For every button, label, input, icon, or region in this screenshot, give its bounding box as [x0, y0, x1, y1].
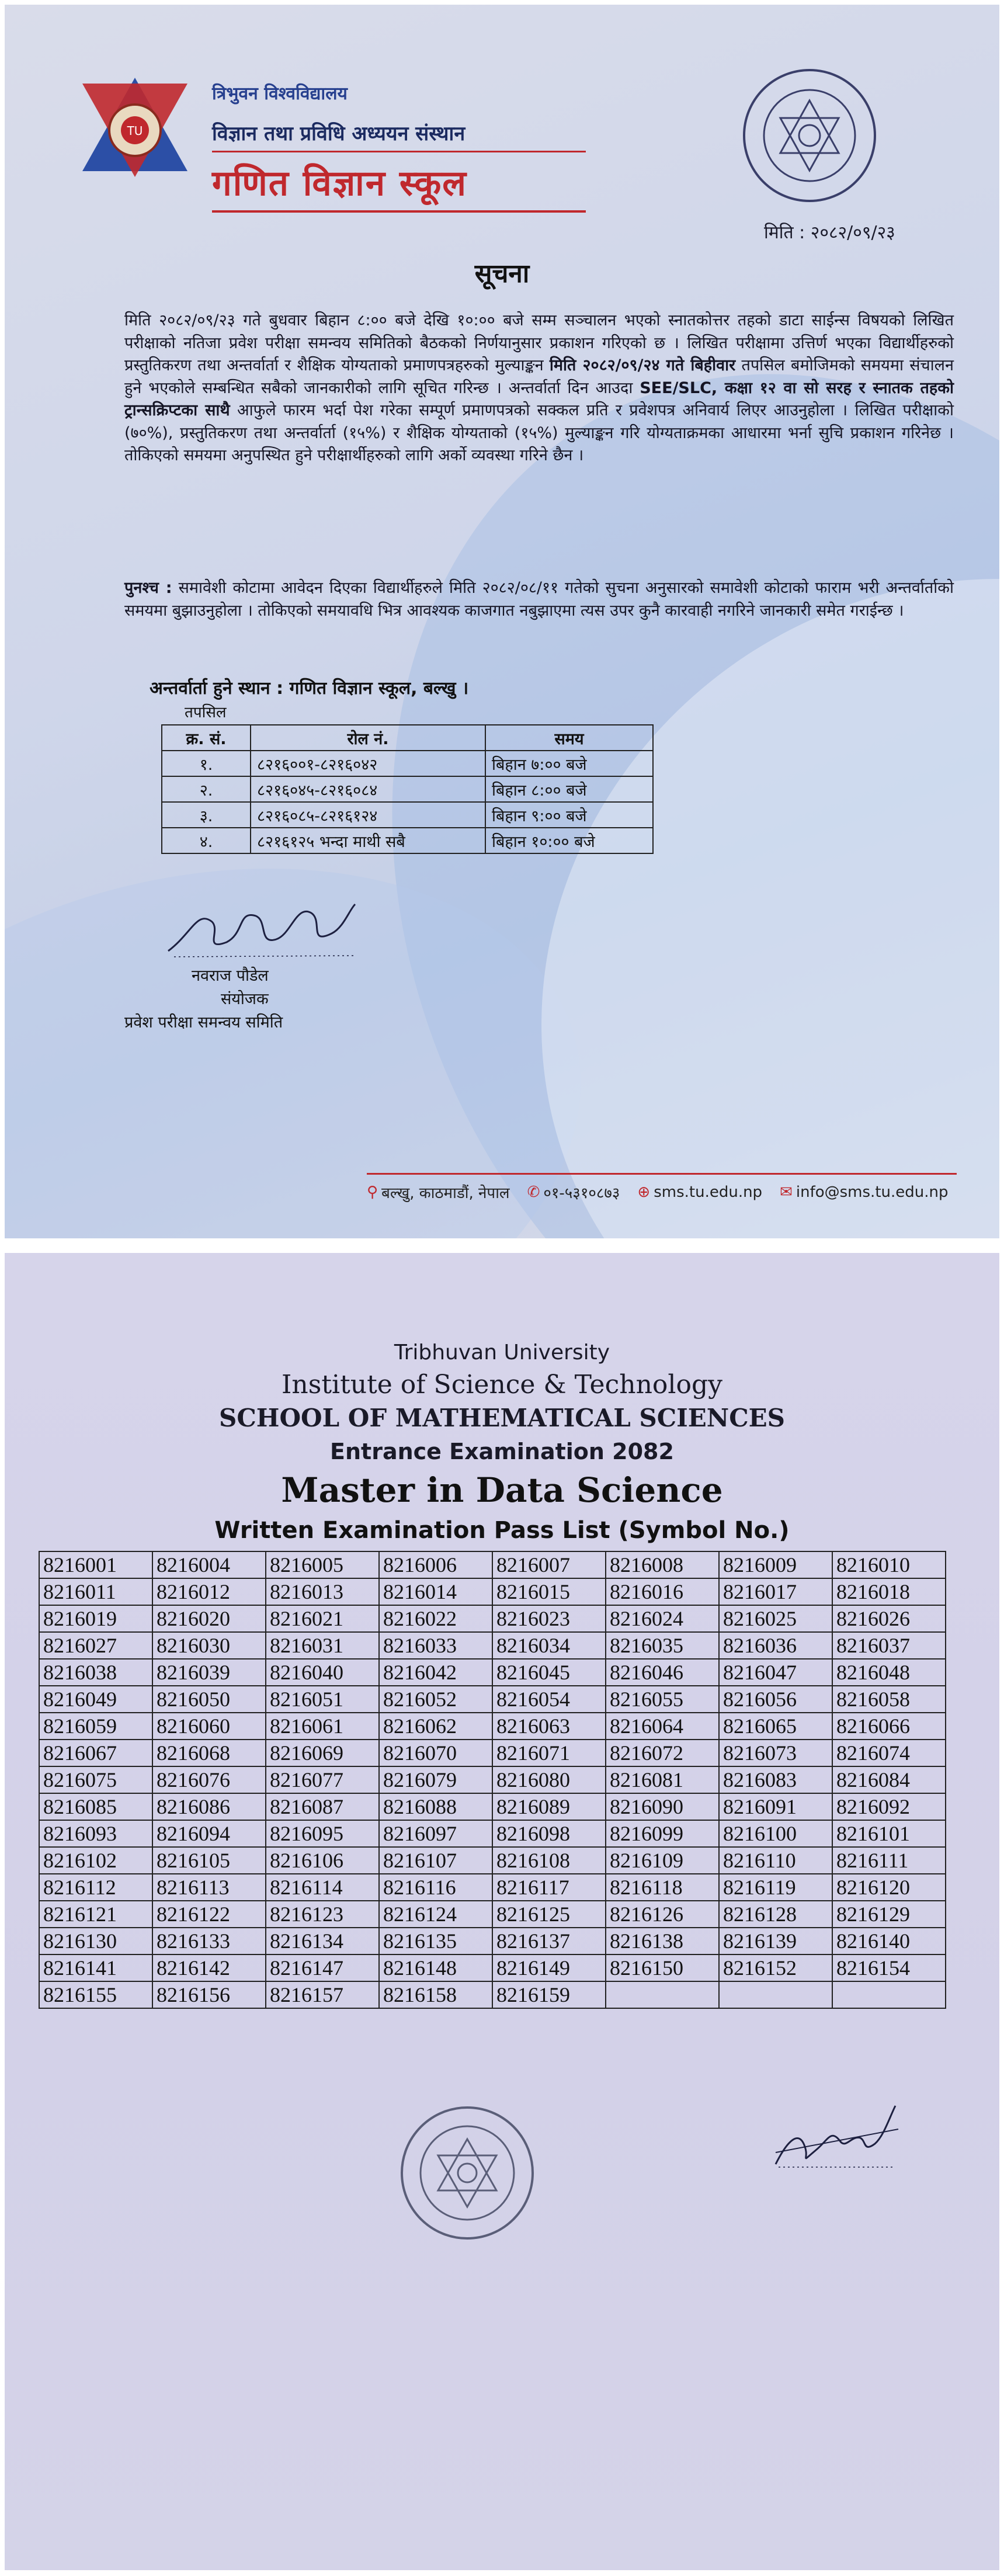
symbol-number-cell: 8216113 — [152, 1874, 266, 1901]
symbol-number-cell: 8216102 — [39, 1847, 152, 1874]
footer-phone — [527, 1182, 620, 1203]
symbol-number-cell: 8216070 — [379, 1740, 492, 1766]
schedule-caption: तपसिल — [185, 704, 227, 721]
column-header: क्र. सं. — [162, 725, 251, 751]
symbol-number-cell: 8216120 — [832, 1874, 946, 1901]
symbol-number-cell: 8216009 — [719, 1551, 832, 1578]
symbol-number-cell: 8216130 — [39, 1928, 152, 1954]
header-divider — [212, 151, 586, 152]
symbol-number-cell: 8216033 — [379, 1632, 492, 1659]
symbol-number-cell: 8216071 — [492, 1740, 606, 1766]
table-cell: ४. — [162, 828, 251, 853]
postscript-label: पुनश्च : — [124, 579, 172, 597]
symbol-number-cell: 8216058 — [832, 1686, 946, 1713]
symbol-number-cell: 8216118 — [606, 1874, 719, 1901]
symbol-number-cell: 8216062 — [379, 1713, 492, 1740]
symbol-number-cell: 8216107 — [379, 1847, 492, 1874]
table-row — [39, 1632, 946, 1659]
symbol-number-cell: 8216154 — [832, 1954, 946, 1981]
phone-icon: ✆ — [527, 1183, 540, 1201]
symbol-number-cell: 8216100 — [719, 1820, 832, 1847]
footer-address — [367, 1182, 510, 1203]
symbol-number-cell: 8216119 — [719, 1874, 832, 1901]
table-row — [162, 828, 653, 853]
symbol-number-cell: 8216134 — [266, 1928, 379, 1954]
school-stamp-icon — [397, 2103, 537, 2243]
table-cell: ८२१६०४५-८२१६०८४ — [251, 776, 485, 802]
table-row — [39, 1901, 946, 1928]
notice-title: सूचना — [474, 259, 530, 289]
symbol-number-cell: 8216005 — [266, 1551, 379, 1578]
table-row — [39, 1578, 946, 1605]
symbol-number-cell: 8216054 — [492, 1686, 606, 1713]
table-row — [162, 802, 653, 828]
table-cell: बिहान ९:०० बजे — [485, 802, 653, 828]
svg-text:TU: TU — [127, 124, 143, 138]
symbol-number-cell: 8216022 — [379, 1605, 492, 1632]
interview-venue: अन्तर्वार्ता हुने स्थान : गणित विज्ञान स्कूल, बल्खु । — [150, 678, 469, 699]
symbol-number-cell: 8216122 — [152, 1901, 266, 1928]
header-institute: विज्ञान तथा प्रविधि अध्ययन संस्थान — [212, 122, 465, 145]
table-row — [39, 1740, 946, 1766]
table-cell: ८२१६१२५ भन्दा माथी सबै — [251, 828, 485, 853]
symbol-number-cell: 8216013 — [266, 1578, 379, 1605]
symbol-number-cell: 8216027 — [39, 1632, 152, 1659]
table-cell: बिहान ७:०० बजे — [485, 751, 653, 776]
pass-list-exam: Entrance Examination 2082 — [330, 1439, 674, 1464]
symbol-number-cell: 8216142 — [152, 1954, 266, 1981]
symbol-number-cell: 8216084 — [832, 1766, 946, 1793]
symbol-number-cell: 8216011 — [39, 1578, 152, 1605]
table-cell: २. — [162, 776, 251, 802]
symbol-number-cell: 8216094 — [152, 1820, 266, 1847]
symbol-number-cell: 8216106 — [266, 1847, 379, 1874]
symbol-number-cell: 8216031 — [266, 1632, 379, 1659]
symbol-number-cell: 8216147 — [266, 1954, 379, 1981]
symbol-number-cell: 8216105 — [152, 1847, 266, 1874]
body-text: तपसिल बमोजिमको समयमा संचालन हुने भएकोले सम्बन्धित सबैको जानकारीको लागि सूचित गरिन्छ । अन्तर्वार्ता दिन आउदा — [124, 356, 954, 397]
symbol-number-cell: 8216052 — [379, 1686, 492, 1713]
table-row — [162, 751, 653, 776]
symbol-number-cell: 8216055 — [606, 1686, 719, 1713]
symbol-number-cell: 8216056 — [719, 1686, 832, 1713]
table-row — [39, 1793, 946, 1820]
body-text: मिति २०८२/०९/२३ गते बुधवार बिहान ८:०० बजे देखि १०:०० बजे सम्म सञ्चालन भएको स्नातकोत्तर तहको डाटा साईन्स विषयको लिखित परीक्षाको नतिजा प्रवेश परीक्षा समन्वय समितिको बैठकको निर्णयानुसार प्रकाशन गरिएको छ । लिखित परीक्षामा उत्तिर्ण भएका विद्यार्थीहरुको प्रस्तुतिकरण तथा अन्तर्वार्ता र शैक्षिक योग्यताको प्रमाणपत्रहरुको मुल्याङ्कन — [124, 311, 954, 374]
symbol-number-cell: 8216065 — [719, 1713, 832, 1740]
symbol-number-cell: 8216030 — [152, 1632, 266, 1659]
symbol-number-cell: 8216020 — [152, 1605, 266, 1632]
notice-body-paragraph — [124, 310, 954, 467]
symbol-number-cell: 8216046 — [606, 1659, 719, 1686]
symbol-number-cell: 8216117 — [492, 1874, 606, 1901]
symbol-number-cell: 8216016 — [606, 1578, 719, 1605]
symbol-number-cell: 8216152 — [719, 1954, 832, 1981]
table-cell: ८२१६०८५-८२१६१२४ — [251, 802, 485, 828]
symbol-number-cell: 8216156 — [152, 1981, 266, 2008]
symbol-number-cell: 8216007 — [492, 1551, 606, 1578]
symbol-number-cell: 8216068 — [152, 1740, 266, 1766]
symbol-number-cell: 8216069 — [266, 1740, 379, 1766]
symbol-number-cell: 8216059 — [39, 1713, 152, 1740]
header-underline — [212, 210, 586, 213]
symbol-number-cell — [606, 1981, 719, 2008]
symbol-number-cell: 8216149 — [492, 1954, 606, 1981]
symbol-number-cell: 8216021 — [266, 1605, 379, 1632]
symbol-number-cell: 8216067 — [39, 1740, 152, 1766]
pass-list-school: SCHOOL OF MATHEMATICAL SCIENCES — [219, 1404, 785, 1432]
body-documents-bold: SEE/SLC, कक्षा १२ वा सो सरह र स्नातक तहको ट्रान्सक्रिप्टका साथै — [124, 379, 954, 419]
symbol-number-cell: 8216139 — [719, 1928, 832, 1954]
table-row — [39, 1847, 946, 1874]
signatory-role: संयोजक — [221, 990, 269, 1008]
symbol-number-cell: 8216123 — [266, 1901, 379, 1928]
table-cell: ३. — [162, 802, 251, 828]
pass-list-university: Tribhuvan University — [394, 1341, 610, 1365]
symbol-number-cell: 8216092 — [832, 1793, 946, 1820]
symbol-number-cell: 8216051 — [266, 1686, 379, 1713]
symbol-number-cell: 8216076 — [152, 1766, 266, 1793]
pass-list-program: Master in Data Science — [281, 1470, 723, 1510]
table-header-row — [162, 725, 653, 751]
table-row — [39, 1713, 946, 1740]
symbol-number-cell: 8216036 — [719, 1632, 832, 1659]
symbol-number-cell: 8216155 — [39, 1981, 152, 2008]
symbol-number-cell: 8216128 — [719, 1901, 832, 1928]
symbol-number-cell: 8216017 — [719, 1578, 832, 1605]
symbol-number-cell: 8216045 — [492, 1659, 606, 1686]
symbol-number-cell: 8216049 — [39, 1686, 152, 1713]
symbol-number-cell: 8216074 — [832, 1740, 946, 1766]
symbol-number-cell: 8216081 — [606, 1766, 719, 1793]
table-cell: १. — [162, 751, 251, 776]
signatory-name: नवराज पौडेल — [192, 967, 269, 985]
symbol-number-cell: 8216075 — [39, 1766, 152, 1793]
website-text[interactable]: sms.tu.edu.np — [654, 1183, 763, 1201]
table-cell: बिहान ८:०० बजे — [485, 776, 653, 802]
footer-email[interactable] — [780, 1183, 948, 1201]
symbol-number-cell: 8216157 — [266, 1981, 379, 2008]
symbol-number-cell: 8216048 — [832, 1659, 946, 1686]
symbol-number-cell: 8216158 — [379, 1981, 492, 2008]
table-row — [39, 1686, 946, 1713]
interview-schedule-table — [161, 724, 654, 854]
symbol-number-cell: 8216138 — [606, 1928, 719, 1954]
pass-list-table — [39, 1551, 946, 2009]
phone-text: ०१-५३१०८७३ — [543, 1185, 620, 1202]
school-stamp-icon — [739, 65, 880, 206]
symbol-number-cell: 8216133 — [152, 1928, 266, 1954]
table-row — [39, 1820, 946, 1847]
table-cell: ८२१६००१-८२१६०४२ — [251, 751, 485, 776]
notice-page — [5, 5, 999, 1238]
symbol-number-cell: 8216085 — [39, 1793, 152, 1820]
symbol-number-cell: 8216141 — [39, 1954, 152, 1981]
table-row — [39, 1766, 946, 1793]
symbol-number-cell: 8216099 — [606, 1820, 719, 1847]
postscript-text: समावेशी कोटामा आवेदन दिएका विद्यार्थीहरुले मिति २०८२/०८/११ गतेको सुचना अनुसारको समावेशी कोटाको फाराम भरी अन्तर्वार्ताको समयमा बुझाउनुहोला । तोकिएको समयावधि भित्र आवश्यक काजगात नबुझाएमा त्यस उपर कुनै कारवाही नगरिने जानकारी समेत गराईन्छ । — [124, 579, 954, 620]
symbol-number-cell: 8216083 — [719, 1766, 832, 1793]
tu-logo-icon — [79, 75, 190, 180]
symbol-number-cell: 8216008 — [606, 1551, 719, 1578]
symbol-number-cell: 8216025 — [719, 1605, 832, 1632]
symbol-number-cell: 8216091 — [719, 1793, 832, 1820]
table-row — [39, 1954, 946, 1981]
symbol-number-cell: 8216080 — [492, 1766, 606, 1793]
symbol-number-cell: 8216034 — [492, 1632, 606, 1659]
symbol-number-cell: 8216015 — [492, 1578, 606, 1605]
address-text: बल्खु, काठमाडौं, नेपाल — [381, 1185, 510, 1202]
column-header: रोल नं. — [251, 725, 485, 751]
symbol-number-cell: 8216063 — [492, 1713, 606, 1740]
globe-icon: ⊕ — [637, 1183, 651, 1201]
symbol-number-cell: 8216095 — [266, 1820, 379, 1847]
table-cell: बिहान १०:०० बजे — [485, 828, 653, 853]
email-text[interactable]: info@sms.tu.edu.np — [795, 1183, 949, 1201]
symbol-number-cell: 8216097 — [379, 1820, 492, 1847]
symbol-number-cell: 8216066 — [832, 1713, 946, 1740]
symbol-number-cell: 8216039 — [152, 1659, 266, 1686]
postscript-paragraph — [124, 577, 954, 622]
symbol-number-cell: 8216124 — [379, 1901, 492, 1928]
symbol-number-cell: 8216116 — [379, 1874, 492, 1901]
symbol-number-cell: 8216135 — [379, 1928, 492, 1954]
symbol-number-cell: 8216159 — [492, 1981, 606, 2008]
symbol-number-cell: 8216004 — [152, 1551, 266, 1578]
pass-list-subtitle: Written Examination Pass List (Symbol No.) — [214, 1517, 790, 1544]
symbol-number-cell: 8216088 — [379, 1793, 492, 1820]
footer-website[interactable] — [637, 1183, 762, 1201]
symbol-number-cell: 8216001 — [39, 1551, 152, 1578]
pass-list-page — [5, 1253, 999, 2570]
signature-icon — [764, 2094, 904, 2176]
symbol-number-cell: 8216137 — [492, 1928, 606, 1954]
symbol-number-cell: 8216019 — [39, 1605, 152, 1632]
symbol-number-cell: 8216148 — [379, 1954, 492, 1981]
symbol-number-cell: 8216109 — [606, 1847, 719, 1874]
table-row — [39, 1981, 946, 2008]
table-row — [162, 776, 653, 802]
symbol-number-cell: 8216079 — [379, 1766, 492, 1793]
symbol-number-cell: 8216089 — [492, 1793, 606, 1820]
symbol-number-cell — [832, 1981, 946, 2008]
symbol-number-cell: 8216125 — [492, 1901, 606, 1928]
signature-icon — [157, 887, 367, 968]
pass-list-institute: Institute of Science & Technology — [282, 1370, 722, 1400]
symbol-number-cell: 8216090 — [606, 1793, 719, 1820]
symbol-number-cell: 8216012 — [152, 1578, 266, 1605]
symbol-number-cell: 8216129 — [832, 1901, 946, 1928]
symbol-number-cell: 8216024 — [606, 1605, 719, 1632]
symbol-number-cell: 8216064 — [606, 1713, 719, 1740]
symbol-number-cell: 8216047 — [719, 1659, 832, 1686]
header-school: गणित विज्ञान स्कूल — [212, 163, 467, 204]
symbol-number-cell: 8216110 — [719, 1847, 832, 1874]
symbol-number-cell: 8216023 — [492, 1605, 606, 1632]
footer-divider — [367, 1173, 957, 1175]
table-row — [39, 1605, 946, 1632]
symbol-number-cell: 8216026 — [832, 1605, 946, 1632]
symbol-number-cell: 8216050 — [152, 1686, 266, 1713]
body-text: आफुले फारम भर्दा पेश गरेका सम्पूर्ण प्रमाणपत्रको सक्कल प्रति र प्रवेशपत्र अनिवार्य लिएर आउनुहोला । लिखित परीक्षाको (७०%), प्रस्तुतिकरण तथा अन्तर्वार्ता (१५%) र शैक्षिक योग्यताको (१५%) मुल्याङ्कन गरि योग्यताक्रमका आधारमा भर्ना सुचि प्रकाशन गरिनेछ । तोकिएको समयमा अनुपस्थित हुने परीक्षार्थीहरुको लागि अर्को व्यवस्था गरिने छैन । — [124, 401, 954, 464]
symbol-number-cell: 8216060 — [152, 1713, 266, 1740]
header-university: त्रिभुवन विश्वविद्यालय — [212, 84, 348, 104]
symbol-number-cell: 8216006 — [379, 1551, 492, 1578]
symbol-number-cell: 8216111 — [832, 1847, 946, 1874]
footer-contact — [367, 1182, 957, 1203]
symbol-number-cell: 8216108 — [492, 1847, 606, 1874]
symbol-number-cell: 8216150 — [606, 1954, 719, 1981]
symbol-number-cell: 8216086 — [152, 1793, 266, 1820]
symbol-number-cell: 8216014 — [379, 1578, 492, 1605]
symbol-number-cell — [719, 1981, 832, 2008]
notice-date: मिति : २०८२/०९/२३ — [764, 223, 895, 243]
mail-icon: ✉ — [780, 1183, 793, 1201]
symbol-number-cell: 8216114 — [266, 1874, 379, 1901]
column-header: समय — [485, 725, 653, 751]
symbol-number-cell: 8216037 — [832, 1632, 946, 1659]
location-pin-icon: ⚲ — [367, 1183, 378, 1201]
symbol-number-cell: 8216061 — [266, 1713, 379, 1740]
symbol-number-cell: 8216101 — [832, 1820, 946, 1847]
signatory-committee: प्रवेश परीक्षा समन्वय समिति — [124, 1013, 283, 1032]
table-row — [39, 1928, 946, 1954]
symbol-number-cell: 8216098 — [492, 1820, 606, 1847]
symbol-number-cell: 8216035 — [606, 1632, 719, 1659]
table-row — [39, 1551, 946, 1578]
symbol-number-cell: 8216093 — [39, 1820, 152, 1847]
symbol-number-cell: 8216042 — [379, 1659, 492, 1686]
symbol-number-cell: 8216112 — [39, 1874, 152, 1901]
symbol-number-cell: 8216040 — [266, 1659, 379, 1686]
symbol-number-cell: 8216072 — [606, 1740, 719, 1766]
symbol-number-cell: 8216140 — [832, 1928, 946, 1954]
symbol-number-cell: 8216073 — [719, 1740, 832, 1766]
symbol-number-cell: 8216018 — [832, 1578, 946, 1605]
symbol-number-cell: 8216077 — [266, 1766, 379, 1793]
body-date-bold: मिति २०८२/०९/२४ गते बिहीवार — [549, 356, 736, 374]
symbol-number-cell: 8216126 — [606, 1901, 719, 1928]
symbol-number-cell: 8216087 — [266, 1793, 379, 1820]
symbol-number-cell: 8216121 — [39, 1901, 152, 1928]
symbol-number-cell: 8216038 — [39, 1659, 152, 1686]
table-row — [39, 1659, 946, 1686]
symbol-number-cell: 8216010 — [832, 1551, 946, 1578]
table-row — [39, 1874, 946, 1901]
